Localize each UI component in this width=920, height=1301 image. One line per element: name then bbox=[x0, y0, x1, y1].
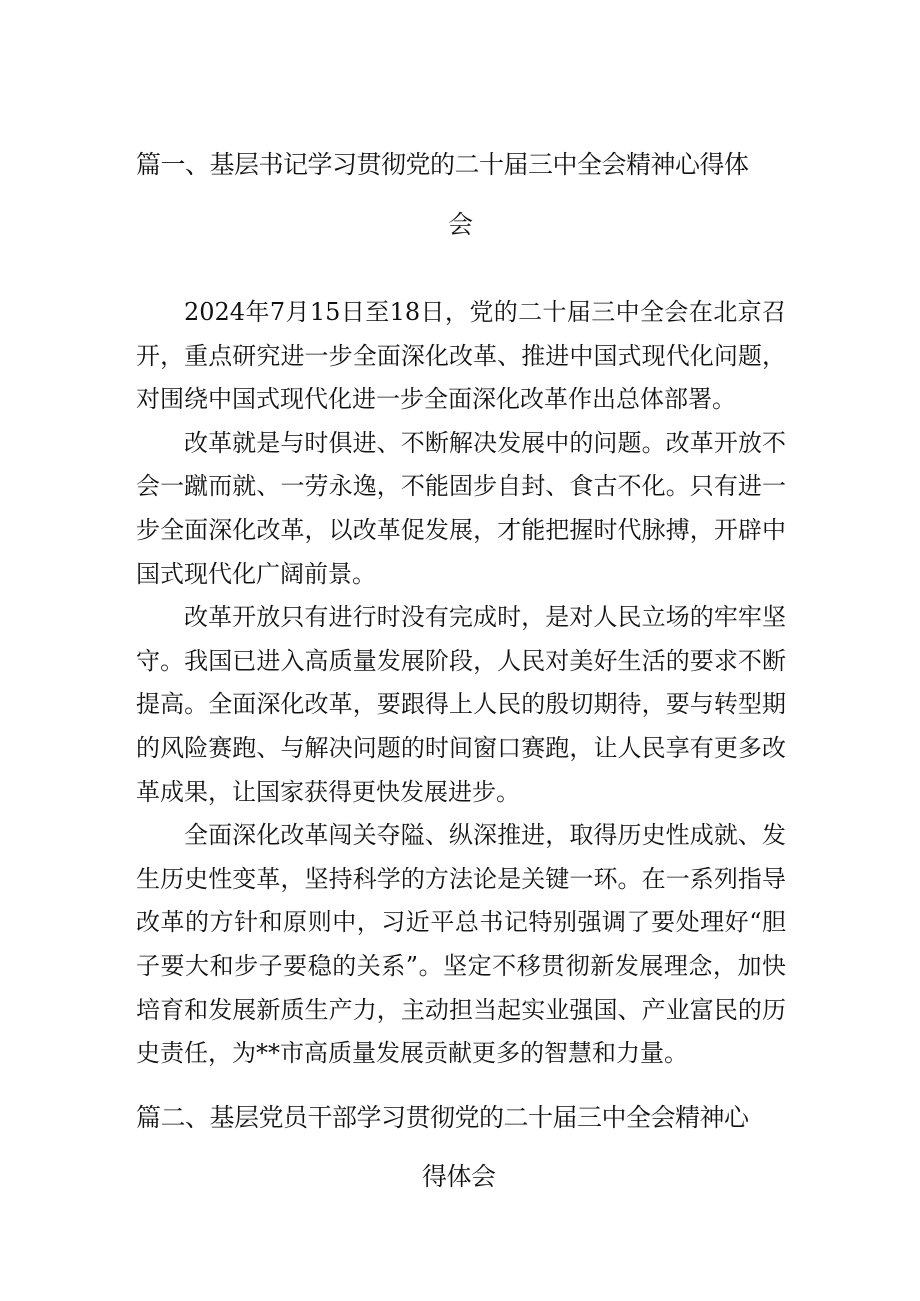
paragraph-3: 改革开放只有进行时没有完成时，是对人民立场的牢牢坚守。我国已进入高质量发展阶段，人民对美好生活的要求不断提高。全面深化改革，要跟得上人民的殷切期待，要与转型期的风险赛跑、与解决问题的时间窗口赛跑，让人民享有更多改革成果，让国家获得更快发展进步。 bbox=[136, 603, 786, 806]
paragraph-2: 改革就是与时俱进、不断解决发展中的问题。改革开放不会一蹴而就、一劳永逸，不能固步自封、食古不化。只有进一步全面深化改革，以改革促发展，才能把握时代脉搏，开辟中国式现代化广阔前景。 bbox=[136, 428, 786, 588]
section2-title-line1: 篇二、基层党员干部学习贯彻党的二十届三中全会精神心 bbox=[136, 1103, 749, 1132]
section2-title-line2: 得体会 bbox=[422, 1162, 496, 1191]
section1-title-line2: 会 bbox=[448, 210, 473, 239]
section1-title-line1: 篇一、基层书记学习贯彻党的二十届三中全会精神心得体 bbox=[136, 150, 749, 179]
section1-body bbox=[136, 291, 786, 1076]
paragraph-1: 2024年7月15日至18日，党的二十届三中全会在北京召开，重点研究进一步全面深化改革、推进中国式现代化问题，对围绕中国式现代化进一步全面深化改革作出总体部署。 bbox=[136, 298, 786, 414]
paragraph-4: 全面深化改革闯关夺隘、纵深推进，取得历史性成就、发生历史性变革，坚持科学的方法论是关键一环。在一系列指导改革的方针和原则中，习近平总书记特别强调了要处理好“胆子要大和步子要稳的关系”。坚定不移贯彻新发展理念，加快培育和发展新质生产力，主动担当起实业强国、产业富民的历史责任，为**市高质量发展贡献更多的智慧和力量。 bbox=[136, 821, 786, 1068]
